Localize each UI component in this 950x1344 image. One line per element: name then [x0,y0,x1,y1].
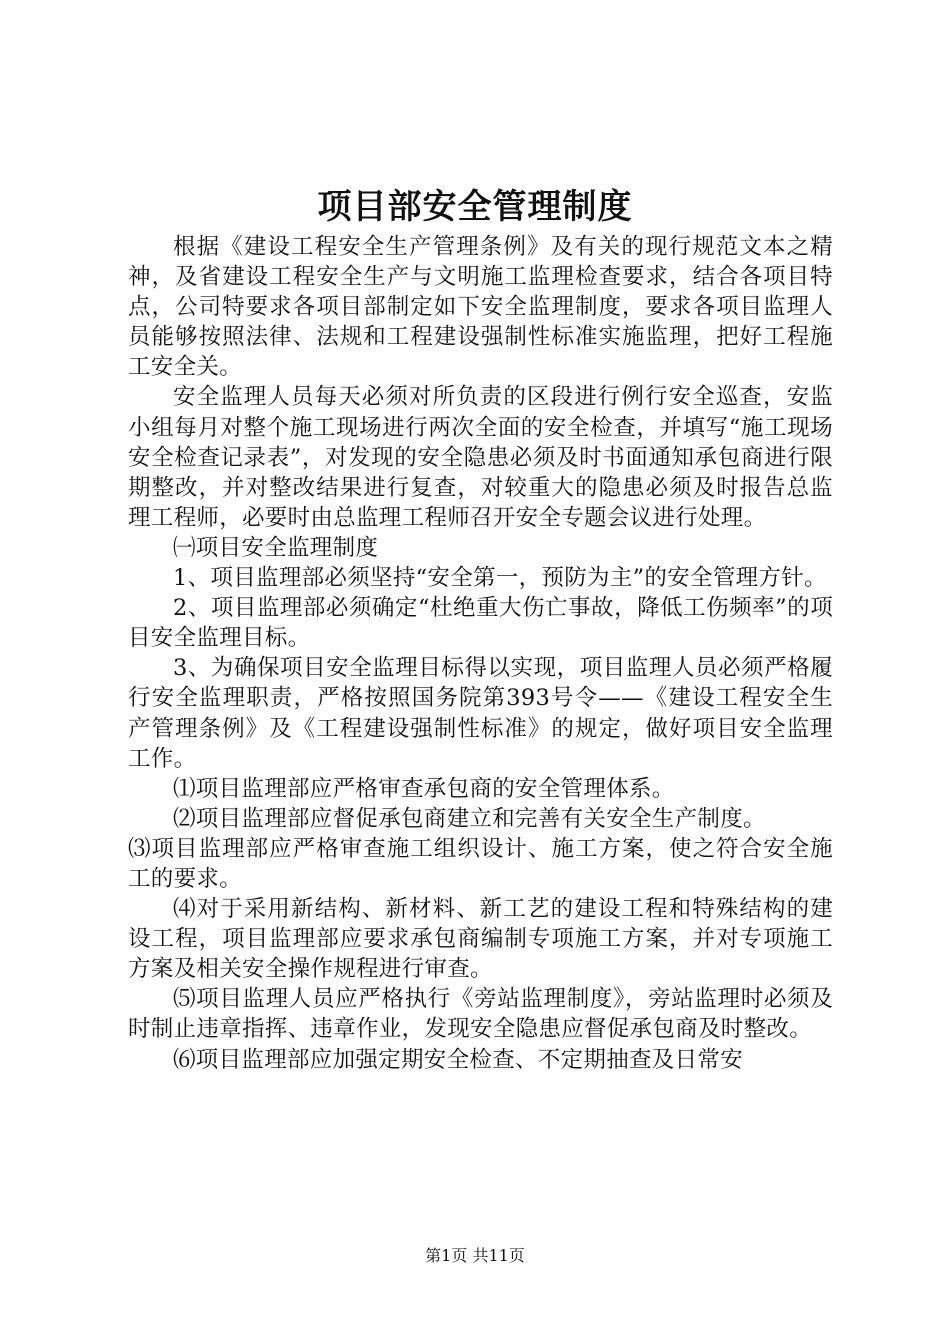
list-item: 3、为确保项目安全监理目标得以实现，项目监理人员必须严格履行安全监理职责，严格按照国务院第393号令——《建设工程安全生产管理条例》及《工程建设强制性标准》的规定，做好项目安全监理工作。 [128,655,833,772]
sub-item: ⑸项目监理人员应严格执行《旁站监理制度》，旁站监理时必须及时制止违章指挥、违章作业，发现安全隐患应督促承包商及时整改。 [128,986,833,1043]
section-heading: ㈠项目安全监理制度 [173,534,379,561]
sub-item: ⑹项目监理部应加强定期安全检查、不定期抽查及日常安 [173,1046,744,1073]
sub-item: ⑷对于采用新结构、新材料、新工艺的建设工程和特殊结构的建设工程，项目监理部应要求承包商编制专项施工方案，并对专项施工方案及相关安全操作规程进行审查。 [128,896,833,983]
sub-item: ⑴项目监理部应严格审查承包商的安全管理体系。 [173,775,675,802]
page-footer: 第1页 共11页 [425,1246,525,1265]
list-item: 1、项目监理部必须坚持“安全第一，预防为主”的安全管理方针。 [173,565,827,592]
document-title: 项目部安全管理制度 [317,187,633,227]
sub-item: ⑶项目监理部应严格审查施工组织设计、施工方案，使之符合安全施工的要求。 [128,835,833,892]
list-item: 2、项目监理部必须确定“杜绝重大伤亡事故，降低工伤频率”的项目安全监理目标。 [128,595,833,652]
paragraph-inspection: 安全监理人员每天必须对所负责的区段进行例行安全巡查，安监小组每月对整个施工现场进行两次全面的安全检查，并填写“施工现场安全检查记录表”，对发现的安全隐患必须及时书面通知承包商进行限期整改，并对整改结果进行复查，对较重大的隐患必须及时报告总监理工程师，必要时由总监理工程师召开安全专题会议进行处理。 [128,384,833,531]
paragraph-intro: 根据《建设工程安全生产管理条例》及有关的现行规范文本之精神，及省建设工程安全生产与文明施工监理检查要求，结合各项目特点，公司特要求各项目部制定如下安全监理制度，要求各项目监理人员能够按照法律、法规和工程建设强制性标准实施监理，把好工程施工安全关。 [128,234,833,381]
document-body [128,232,833,1075]
sub-item: ⑵项目监理部应督促承包商建立和完善有关安全生产制度。 [173,805,766,832]
